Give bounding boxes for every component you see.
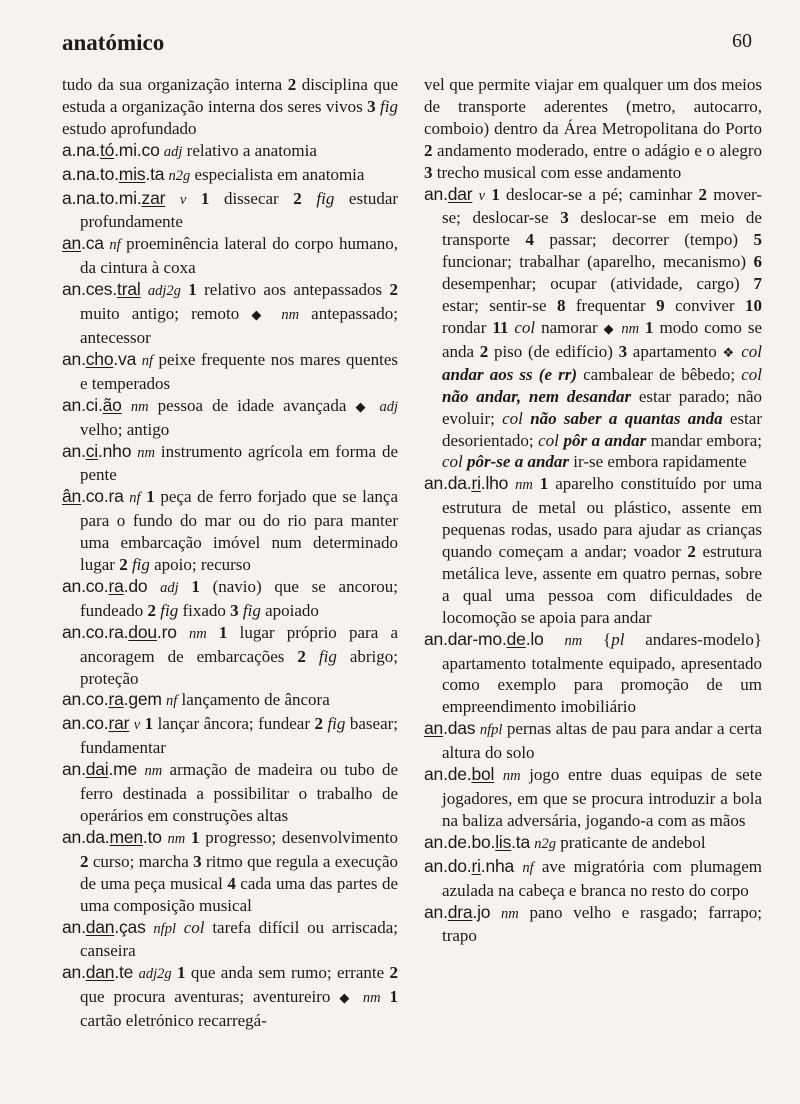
dictionary-entry: an.dra.jo nm pano velho e rasgado; farrapo; trapo <box>424 901 763 946</box>
dictionary-entry: an.ci.ão nm pessoa de idade avançada ◆ adj velho; antigo <box>62 394 398 439</box>
dictionary-entry: an.dan.te adj2g 1 que anda sem rumo; errante 2 que procura aventuras; aventureiro ◆ nm 1 cartão eletrónico recarregá- <box>62 962 399 1031</box>
dictionary-entry: an.dar-mo.de.lo nm {pl andares-modelo} apartamento totalmente equipado, apresentado como exemplo para promoção de um empreendimento imobiliário <box>424 628 762 717</box>
entry-continuation: vel que permite viajar em qualquer um dos meios de transporte aderentes (metro, autocarro, comboio) dentro da Área Metropolitana do Porto 2 andamento moderado, entre o adágio e o alegro 3 trecho musical com esse andamento <box>424 75 762 182</box>
dictionary-entry: an.co.rar v 1 lançar âncora; fundear 2 fig basear; fundamentar <box>62 713 399 758</box>
dictionary-entry: an.ca nf proeminência lateral do corpo humano, da cintura à coxa <box>62 233 398 278</box>
dictionary-entry: an.cho.va nf peixe frequente nos mares quentes e temperados <box>62 348 398 393</box>
dictionary-entry: an.dan.ças nfpl col tarefa difícil ou arriscada; canseira <box>62 916 398 961</box>
dictionary-entry: an.da.ri.lho nm 1 aparelho constituído por uma estrutura de metal ou plástico, assente em pequenas rodas, usado para ajudar as crianças quando começam a andar; voador 2 estrutura metálica leve, assente em quatro pernas, sobre a qual uma pessoa com dificuldades de locomoção se apoia para andar <box>424 473 762 627</box>
dictionary-entry: an.ci.nho nm instrumento agrícola em forma de pente <box>62 440 399 485</box>
dictionary-entry: an.ces.tral adj2g 1 relativo aos antepassados 2 muito antigo; remoto ◆ nm antepassado; antecessor <box>62 279 399 347</box>
entry-continuation: tudo da sua organização interna 2 disciplina que estuda a organização interna dos seres vivos 3 fig estudo aprofundado <box>62 75 398 138</box>
dictionary-entry: an.co.ra.do adj 1 (navio) que se ancorou; fundeado 2 fig fixado 3 fig apoiado <box>62 575 398 620</box>
page-header <box>62 28 752 62</box>
dictionary-entry: an.co.ra.gem nf lançamento de âncora <box>62 689 330 710</box>
running-headword: anatómico <box>62 30 165 55</box>
dictionary-entry: a.na.tó.mi.co adj relativo a anatomia <box>62 139 317 160</box>
dictionary-entry: an.dai.me nm armação de madeira ou tubo de ferro destinada a possibilitar o trabalho de operários em construções altas <box>62 759 399 825</box>
right-column <box>424 74 762 947</box>
dictionary-entry: an.da.men.to nm 1 progresso; desenvolvimento 2 curso; marcha 3 ritmo que regula a execução de uma peça musical 4 cada uma das partes de uma composição musical <box>62 826 399 915</box>
dictionary-entry: ân.co.ra nf 1 peça de ferro forjado que se lança para o fundo do mar ou do rio para manter uma embarcação imóvel num determinado lugar 2 fig apoio; recurso <box>62 486 399 575</box>
dictionary-entry: a.na.to.mis.ta n2g especialista em anatomia <box>62 163 365 184</box>
left-column <box>62 74 398 1032</box>
dictionary-entry: an.de.bol nm jogo entre duas equipas de sete jogadores, em que se procura introduzir a bola na baliza adversária, jogando-a com as mãos <box>424 764 762 830</box>
dictionary-entry: an.dar v 1 deslocar-se a pé; caminhar 2 mover-se; deslocar-se 3 deslocar-se em meio de transporte 4 passar; decorrer (tempo) 5 funcionar; trabalhar (aparelho, mecanismo) 6 desempenhar; ocupar (atividade, cargo) 7 estar; sentir-se 8 frequentar 9 conviver 10 rondar 11 col namorar ◆ nm 1 modo como se anda 2 piso (de edifício) 3 apartamento ❖ col andar aos ss (e rr) cambalear de bêbedo; col não andar, nem desandar estar parado; não evoluir; col não saber a quantas anda estar desorientado; col pôr a andar mandar embora; col pôr-se a andar ir-se embora rapidamente <box>424 183 763 472</box>
dictionary-entry: an.de.bo.lis.ta n2g praticante de andebol <box>424 831 706 852</box>
dictionary-entry: an.das nfpl pernas altas de pau para andar a certa altura do solo <box>424 718 763 763</box>
page-number: 60 <box>732 30 752 52</box>
dictionary-entry: an.do.ri.nha nf ave migratória com plumagem azulada na cabeça e branca no resto do corpo <box>424 855 762 900</box>
dictionary-entry: a.na.to.mi.zar v 1 dissecar 2 fig estudar profundamente <box>62 187 399 232</box>
dictionary-entry: an.co.ra.dou.ro nm 1 lugar próprio para a ancoragem de embarcações 2 fig abrigo; proteção <box>62 621 399 688</box>
